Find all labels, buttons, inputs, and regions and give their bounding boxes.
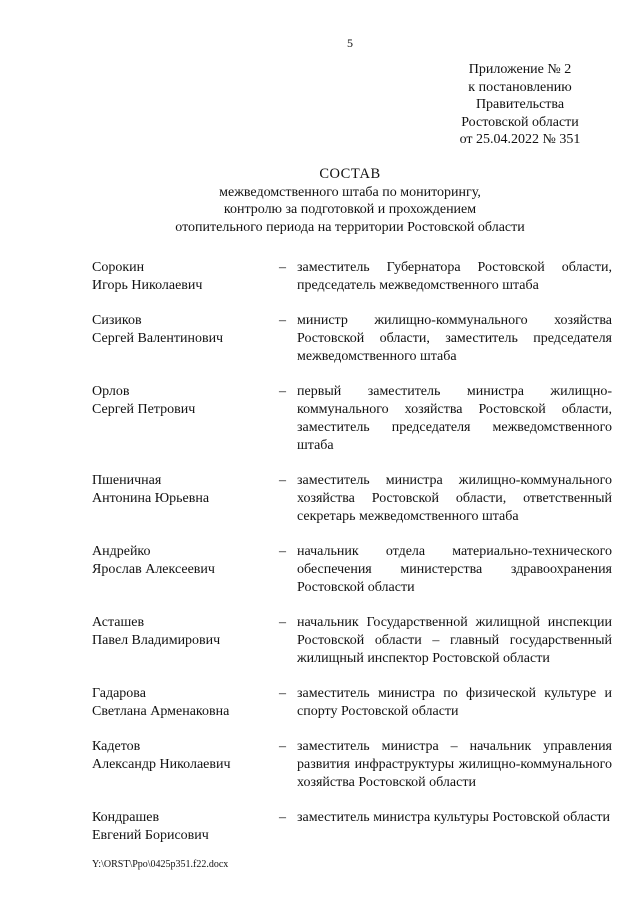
member-entry: [92, 312, 612, 366]
member-role: первый заместитель министра жилищно-коммунального хозяйства Ростовской области, заместитель председателя межведомственного штаба: [297, 384, 612, 453]
member-role: министр жилищно-коммунального хозяйства Ростовской области, заместитель председателя межведомственного штаба: [297, 313, 612, 364]
appendix-line: Правительства: [475, 97, 565, 112]
member-entry: [92, 472, 612, 526]
title-line: межведомственного штаба по мониторингу,: [219, 184, 481, 200]
member-entry: [92, 543, 612, 597]
member-role: заместитель министра по физической культуре и спорту Ростовской области: [297, 686, 612, 719]
dash-separator: –: [279, 739, 286, 754]
member-name: [92, 259, 279, 295]
member-name: [92, 738, 279, 792]
member-surname: Пшеничная: [92, 473, 162, 488]
title-main: СОСТАВ: [319, 166, 381, 182]
member-surname: Гадарова: [92, 686, 146, 701]
member-entry: [92, 685, 612, 721]
member-given-names: Павел Владимирович: [92, 633, 221, 648]
title-line: контролю за подготовкой и прохождением: [223, 202, 477, 217]
member-given-names: Александр Николаевич: [92, 757, 231, 772]
appendix-line: к постановлению: [468, 79, 572, 95]
member-given-names: Антонина Юрьевна: [92, 491, 210, 506]
dash-separator: –: [279, 473, 286, 488]
members-list: [92, 259, 612, 862]
document-title: [0, 166, 640, 236]
member-surname: Сорокин: [92, 260, 145, 275]
member-entry: [92, 809, 612, 845]
member-surname: Кадетов: [92, 739, 141, 754]
member-name: [92, 472, 279, 526]
member-surname: Андрейко: [92, 544, 151, 559]
dash-separator: –: [279, 810, 286, 825]
member-given-names: Игорь Николаевич: [92, 278, 203, 293]
dash-separator: –: [279, 384, 286, 399]
member-given-names: Светлана Арменаковна: [92, 704, 230, 719]
member-given-names: Сергей Валентинович: [92, 331, 224, 346]
title-line: отопительного периода на территории Ростовской области: [175, 219, 525, 235]
appendix-line: Ростовской области: [461, 114, 579, 130]
member-name: [92, 614, 279, 668]
appendix-line: Приложение № 2: [468, 62, 572, 77]
member-entry: [92, 738, 612, 792]
appendix-line: от 25.04.2022 № 351: [459, 132, 581, 147]
member-name: [92, 809, 279, 845]
dash-separator: –: [279, 313, 286, 328]
member-given-names: Сергей Петрович: [92, 402, 196, 417]
member-role: заместитель Губернатора Ростовской области, председатель межведомственного штаба: [297, 260, 612, 293]
dash-separator: –: [279, 260, 286, 275]
member-role: начальник Государственной жилищной инспекции Ростовской области – главный государственный жилищный инспектор Ростовской области: [297, 615, 612, 666]
member-surname: Сизиков: [92, 313, 142, 328]
dash-separator: –: [279, 686, 286, 701]
member-given-names: Евгений Борисович: [92, 828, 209, 843]
page-number: 5: [347, 36, 353, 50]
member-name: [92, 383, 279, 455]
member-entry: [92, 259, 612, 295]
member-role: заместитель министра – начальник управления развития инфраструктуры жилищно-коммунального хозяйства Ростовской области: [297, 739, 612, 790]
member-role: заместитель министра культуры Ростовской области: [297, 810, 610, 825]
member-surname: Асташев: [92, 615, 145, 630]
member-name: [92, 312, 279, 366]
dash-separator: –: [279, 615, 286, 630]
member-surname: Кондрашев: [92, 810, 160, 825]
member-entry: [92, 383, 612, 455]
member-name: [92, 543, 279, 597]
dash-separator: –: [279, 544, 286, 559]
file-path-footer: Y:\ORST\Ppo\0425p351.f22.docx: [92, 859, 229, 870]
member-surname: Орлов: [92, 384, 130, 399]
member-role: начальник отдела материально-технического обеспечения министерства здравоохранения Ростовской области: [297, 544, 612, 595]
member-given-names: Ярослав Алексеевич: [92, 562, 215, 577]
member-name: [92, 685, 279, 721]
member-entry: [92, 614, 612, 668]
appendix-block: [430, 61, 610, 149]
member-role: заместитель министра жилищно-коммунального хозяйства Ростовской области, ответственный секретарь межведомственного штаба: [297, 473, 612, 524]
